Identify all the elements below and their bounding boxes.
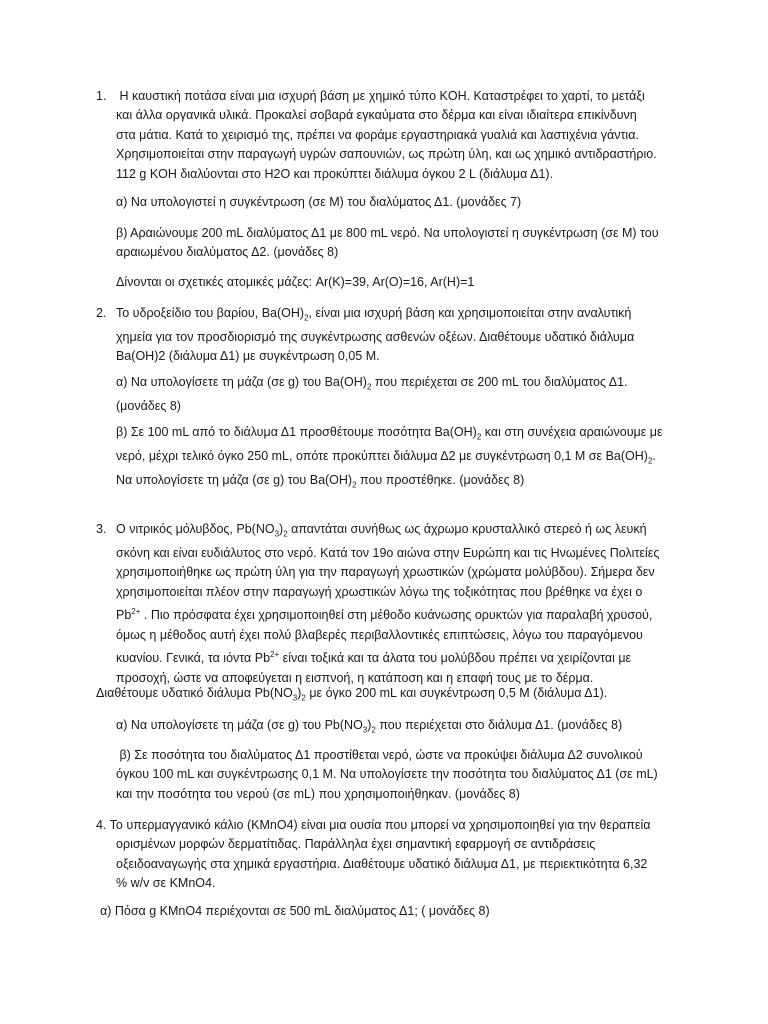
question-1-line: 112 g KOH διαλύονται στο H2O και προκύπτει διάλυμα όγκου 2 L (διάλυμα Δ1).	[116, 166, 554, 181]
question-3-line: προσοχή, ώστε να αποφεύγεται η εισπνοή, η κατάποση και η επαφή τους με το δέρμα.	[116, 670, 594, 685]
question-3-part-b-line: όγκου 100 mL και συγκέντρωσης 0,1 M. Να υπολογίσετε την ποσότητα του διαλύματος Δ1 (σε mL)	[116, 767, 658, 782]
question-1-line: Χρησιμοποιείται στην παραγωγή υγρών σαπουνιών, ως πρώτη ύλη, και ως χημικό αντιδραστήριο.	[116, 147, 657, 162]
question-3-line: χρησιμοποιήθηκε ως πρώτη ύλη για την παραγωγή χρωστικών (χρώματα μολύβδου). Σήμερα δεν	[116, 565, 655, 580]
question-1-line: στα μάτια. Κατά το χειρισμό της, πρέπει να φοράμε εργαστηριακά γυαλιά και λαστιχένια γάντια.	[116, 127, 639, 142]
question-3-text	[116, 520, 696, 688]
question-3-line: κυανίου. Γενικά, τα ιόντα $Pb^{2+}$ είναι τοξικά και τα άλατα του μολύβδου πρέπει να χειρίζονται με	[116, 650, 632, 666]
question-1-line: και άλλα οργανικά υλικά. Προκαλεί σοβαρά εγκαύματα στο δέρμα και είναι ιδιαίτερα επικίνδυνη	[116, 108, 637, 123]
question-3-given: Διαθέτουμε υδατικό διάλυμα $Pb(NO_3)_2$ με όγκο 200 mL και συγκέντρωση 0,5 M (διάλυμα Δ1).	[96, 686, 608, 703]
question-2-part-b: β) Σε 100 mL από το διάλυμα Δ1 προσθέτουμε ποσότητα $Ba(OH)_2$ και στη συνέχεια αραιώνουμε με νερό, μέχρι τελικό όγκο 250 mL, οπότε προκύπτει διάλυμα Δ2 με συγκέντρωση 0,1 M σε $Ba(OH)_2$. Να υπολογίσετε τη μάζα (σε g) του $Ba(OH)_2$ που προστέθηκε. (μονάδες 8)	[116, 425, 663, 490]
question-1-number: 1.	[96, 89, 107, 103]
question-1-part-b-line: β) Αραιώνουμε 200 mL διαλύματος Δ1 με 800 mL νερό. Να υπολογιστεί η συγκέντρωση (σε Μ) του	[116, 226, 659, 240]
question-1-part-b	[116, 224, 696, 263]
question-2-line: Το υδροξείδιο του βαρίου, $Ba(OH)_2$, είναι μια ισχυρή βάση και χρησιμοποιείται στην αναλυτική	[116, 306, 632, 323]
question-3-part-b	[116, 746, 696, 804]
question-3-line: Ο νιτρικός μόλυβδος, $Pb(NO_3)_2$ απαντάται συνήθως ως άχρωμο κρυσταλλικό στερεό ή ως λευκή	[116, 522, 647, 539]
question-3-part-a: α) Να υπολογίσετε τη μάζα (σε g) του $Pb(NO_3)_2$ που περιέχεται στο διάλυμα Δ1. (μονάδες 8)	[116, 718, 623, 735]
question-4-line: % w/v σε KMnO4.	[116, 876, 216, 891]
question-1-part-b-line: αραιωμένου διαλύματος Δ2. (μονάδες 8)	[116, 245, 339, 260]
question-4-line: οξειδοαναγωγής στα χημικά εργαστήρια. Διαθέτουμε υδατικό διάλυμα Δ1, με περιεκτικότητα 6,32	[116, 856, 648, 871]
question-2-line: Ba(OH)2 (διάλυμα Δ1) με συγκέντρωση 0,05 M.	[116, 349, 380, 364]
question-4-line: ορισμένων μορφών δερματίτιδας. Παράλληλα έχει σημαντική εφαρμογή σε αντιδράσεις	[116, 837, 596, 852]
question-2-line: χημεία για τον προσδιορισμό της συγκέντρωσης ασθενών οξέων. Διαθέτουμε υδατικό διάλυμα	[116, 329, 635, 344]
question-1-part-a: α) Να υπολογιστεί η συγκέντρωση (σε Μ) του διαλύματος Δ1. (μονάδες 7)	[116, 195, 522, 209]
question-1-text	[116, 87, 696, 184]
question-3-part-b-line: β) Σε ποσότητα του διαλύματος Δ1 προστίθεται νερό, ώστε να προκύψει διάλυμα Δ2 συνολικού	[116, 748, 643, 762]
question-2-part-a: α) Να υπολογίσετε τη μάζα (σε g) του $Ba(OH)_2$ που περιέχεται σε 200 mL του διαλύματος Δ1. (μονάδες 8)	[116, 375, 628, 413]
question-3-line: $Pb^{2+}$ . Πιο πρόσφατα έχει χρησιμοποιηθεί στη μέθοδο κυάνωσης ορυκτών για παραλαβή χρυσού,	[116, 607, 653, 623]
question-4-text	[96, 816, 706, 894]
question-3-line: χρησιμοποιείται πλέον στην παραγωγή χρωστικών λόγω της τοξικότητας που βρέθηκε να έχει ο	[116, 584, 643, 599]
question-2-number: 2.	[96, 306, 107, 320]
question-1-line: Η καυστική ποτάσα είναι μια ισχυρή βάση με χημικό τύπο KOH. Καταστρέφει το χαρτί, το μετάξι	[116, 89, 645, 103]
question-4-part-a: α) Πόσα g KMnO4 περιέχονται σε 500 mL διαλύματος Δ1; ( μονάδες 8)	[100, 904, 490, 918]
question-1-given: Δίνονται οι σχετικές ατομικές μάζες: Ar(K)=39, Ar(O)=16, Ar(H)=1	[116, 275, 475, 289]
question-3-line: σκόνη και είναι ευδιάλυτος στο νερό. Κατά τον 19ο αιώνα στην Ευρώπη και τις Ηνωμένες Πολιτείες	[116, 545, 660, 560]
question-3-number: 3.	[96, 522, 107, 536]
question-3-line: όμως η μέθοδος αυτή έχει πολύ βλαβερές περιβαλλοντικές επιπτώσεις, λόγω του παραγόμενου	[116, 627, 643, 642]
question-3-part-b-line: και την ποσότητα του νερού (σε mL) που χρησιμοποιήθηκαν. (μονάδες 8)	[116, 786, 520, 801]
question-4-line: 4. Το υπερμαγγανικό κάλιο (KMnO4) είναι μια ουσία που μπορεί να χρησιμοποιηθεί για την θεραπεία	[96, 818, 651, 832]
question-2-text	[116, 304, 696, 367]
